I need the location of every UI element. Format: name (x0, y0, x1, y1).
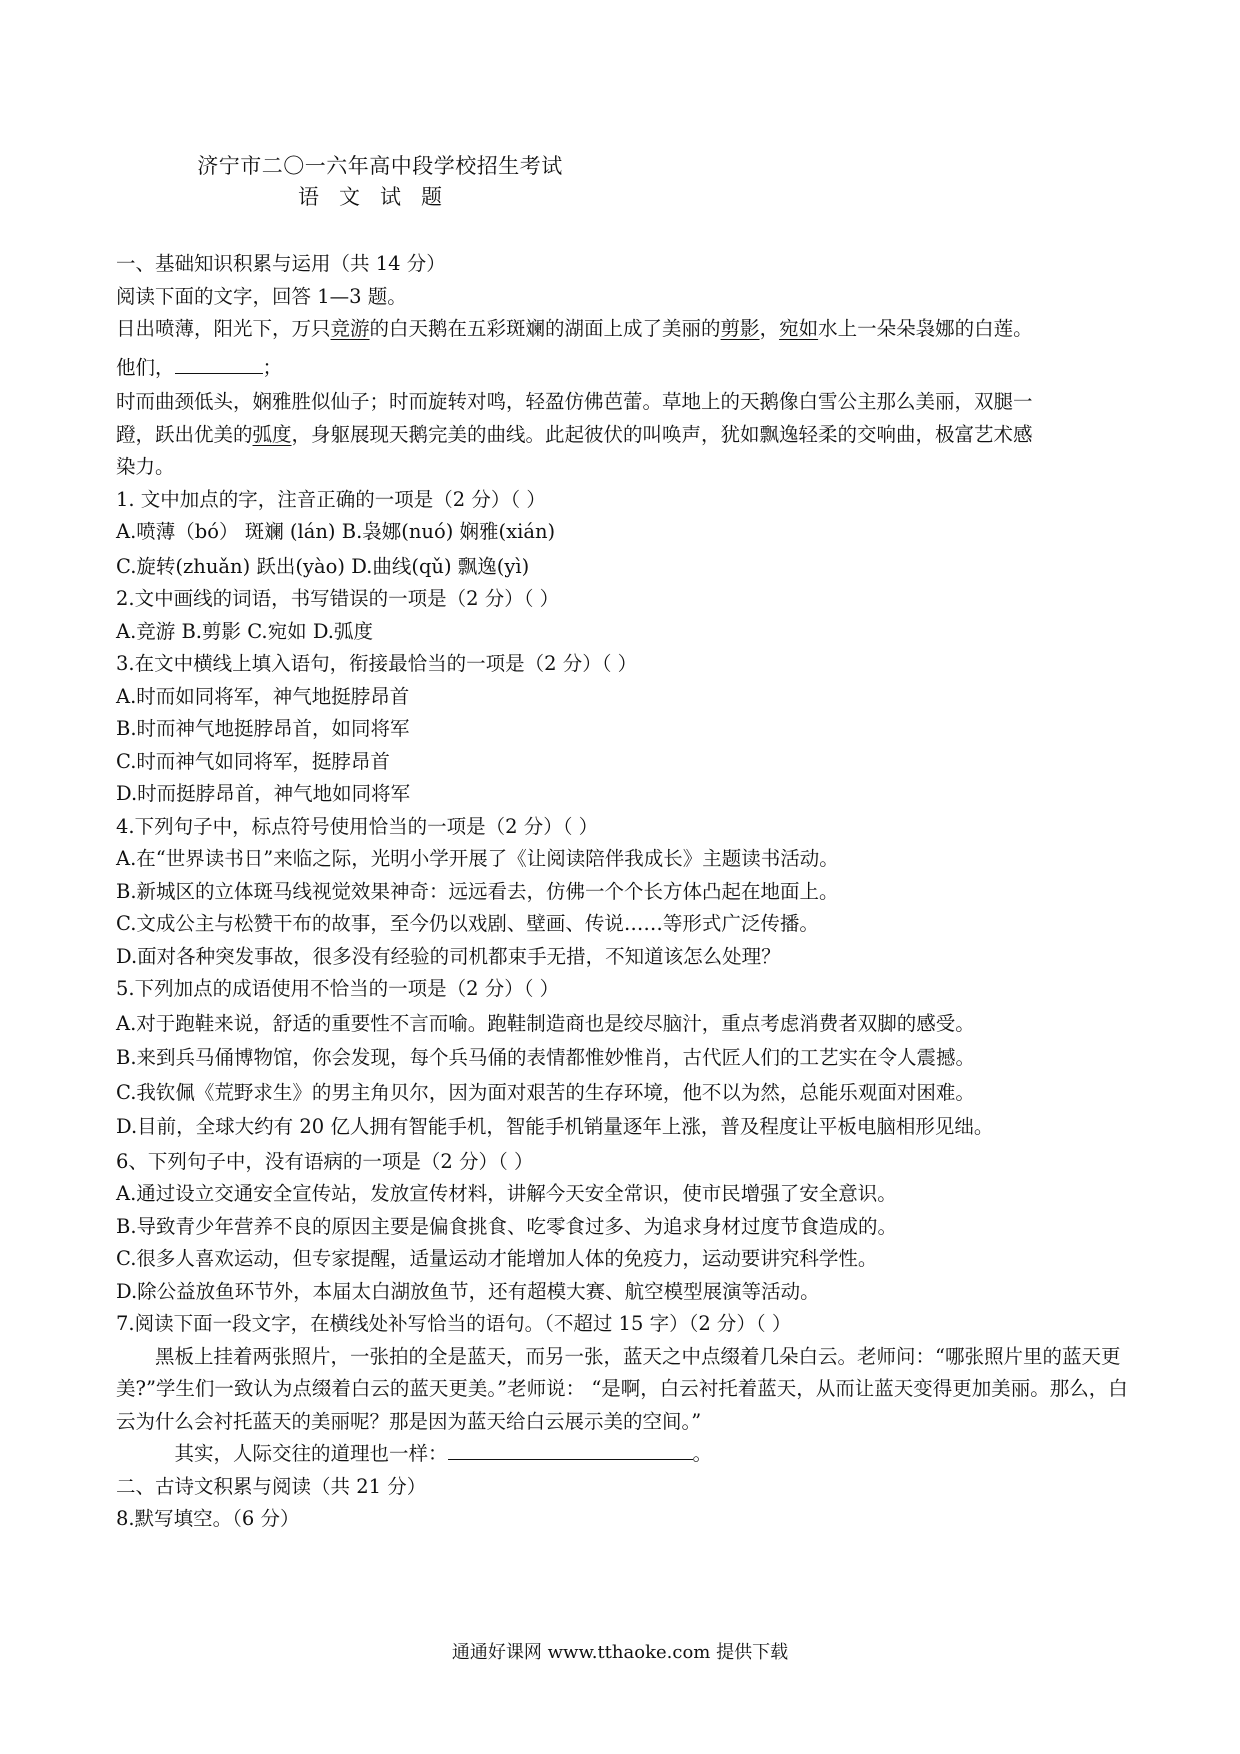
q6-stem: 6、下列句子中，没有语病的一项是（2 分）（ ） (116, 1149, 534, 1173)
q5-option-b: B.来到兵马俑博物馆，你会发现，每个兵马俑的表情都惟妙惟肖，古代匠人们的工艺实在令人震撼。 (116, 1046, 976, 1069)
q3-option-c: C.时而神气如同将军，挺脖昂首 (116, 749, 390, 773)
exam-subtitle: 语文试题 (298, 185, 462, 209)
q6-option-c: C.很多人喜欢运动，但专家提醒，适量运动才能增加人体的免疫力，运动要讲究科学性。 (116, 1247, 878, 1270)
q6-option-d: D.除公益放鱼环节外，本届太白湖放鱼节，还有超模大赛、航空模型展演等活动。 (116, 1279, 820, 1303)
q1-options-cd: C.旋转(zhuǎn) 跃出(yào) D.曲线(qǔ) 飘逸(yì) (116, 554, 530, 578)
passage-line-2: 他们， ； (116, 352, 1146, 385)
q6-option-a: A.通过设立交通安全宣传站，发放宣传材料，讲解今天安全常识，使市民增强了安全意识。 (116, 1182, 897, 1205)
q3-option-b: B.时而神气地挺脖昂首，如同将军 (116, 717, 410, 740)
q2-options: A.竞游 B.剪影 C.宛如 D.弧度 (116, 619, 373, 643)
q7-answer-blank[interactable] (448, 1440, 693, 1461)
q5-option-a: A.对于跑鞋来说，舒适的重要性不言而喻。跑鞋制造商也是绞尽脑汁，重点考虑消费者双脚的感受。 (116, 1011, 975, 1035)
q1-options-ab: A.喷薄（bó） 斑斓 (lán) B.袅娜(nuó) 娴雅(xián) (116, 520, 556, 543)
q8-stem: 8.默写填空。（6 分） (116, 1507, 300, 1530)
q3-stem: 3.在文中横线上填入语句，衔接最恰当的一项是（2 分）（ ） (116, 652, 638, 675)
q5-option-d: D.目前，全球大约有 20 亿人拥有智能手机，智能手机销量逐年上涨，普及程度让平板电脑相形见绌。 (116, 1115, 994, 1138)
q5-stem: 5.下列加点的成语使用不恰当的一项是（2 分）（ ） (116, 977, 560, 1000)
fill-blank[interactable] (175, 353, 263, 374)
q5-option-c: C.我钦佩《荒野求生》的男主角贝尔，因为面对艰苦的生存环境，他不以为然，总能乐观面对困难。 (116, 1080, 975, 1104)
q4-option-d: D.面对各种突发事故，很多没有经验的司机都束手无措，不知道该怎么处理？ (116, 944, 781, 968)
q3-option-a: A.时而如同将军，神气地挺脖昂首 (116, 684, 410, 708)
section1-heading: 一、基础知识积累与运用（共 14 分） (116, 252, 446, 275)
passage-line-1: 日出喷薄，阳光下，万只竞游的白天鹅在五彩斑斓的湖面上成了美丽的剪影，宛如水上一朵朵袅娜的白莲。 (116, 317, 1033, 340)
q4-option-b: B.新城区的立体斑马线视觉效果神奇：远远看去，仿佛一个个长方体凸起在地面上。 (116, 879, 839, 903)
section1-intro: 阅读下面的文字，回答 1—3 题。 (116, 284, 407, 308)
q7-passage: 黑板上挂着两张照片，一张拍的全是蓝天，而另一张，蓝天之中点缀着几朵白云。老师问：“哪张照片里的蓝天更美?”学生们一致认为点缀着白云的蓝天更美。”老师说： “是啊，白云衬托着蓝天，从而让蓝天变得更加美丽。那么，白云为什么会衬托蓝天的美丽呢？那是因为蓝天给白云展示美的空间。” (116, 1344, 1128, 1433)
underlined-word-4: 弧度 (252, 422, 292, 446)
q4-stem: 4.下列句子中，标点符号使用恰当的一项是（2 分）（ ） (116, 814, 599, 838)
q3-option-d: D.时而挺脖昂首，神气地如同将军 (116, 782, 411, 805)
q4-option-c: C.文成公主与松赞干布的故事，至今仍以戏剧、壁画、传说……等形式广泛传播。 (116, 912, 819, 935)
page-footer: 通通好课网 www.tthaoke.com 提供下载 (451, 1642, 789, 1663)
q2-stem: 2.文中画线的词语，书写错误的一项是（2 分）（ ） (116, 587, 560, 610)
passage-line-5: 染力。 (116, 455, 175, 478)
q6-option-b: B.导致青少年营养不良的原因主要是偏食挑食、吃零食过多、为追求身材过度节食造成的。 (116, 1214, 898, 1238)
q1-stem: 1. 文中加点的字，注音正确的一项是（2 分）（ ） (116, 487, 546, 511)
passage-line-4: 蹬，跃出优美的弧度，身躯展现天鹅完美的曲线。此起彼伏的叫唤声，犹如飘逸轻柔的交响曲，极富艺术感 (116, 422, 1033, 446)
section2-heading: 二、古诗文积累与阅读（共 21 分） (116, 1474, 427, 1498)
passage-line-3: 时而曲颈低头，娴雅胜似仙子；时而旋转对鸣，轻盈仿佛芭蕾。草地上的天鹅像白雪公主那么美丽，双腿一 (116, 390, 1033, 413)
q4-option-a: A.在“世界读书日”来临之际，光明小学开展了《让阅读陪伴我成长》主题读书活动。 (116, 847, 839, 870)
exam-content (116, 248, 1146, 1536)
underlined-word-2: 剪影 (720, 317, 760, 340)
q7-stem: 7.阅读下面一段文字，在横线处补写恰当的语句。（不超过 15 字）（2 分）（ ） (116, 1312, 792, 1335)
q7-fill-line: 其实，人际交往的道理也一样： 。 (116, 1438, 1146, 1471)
underlined-word-1: 竞游 (330, 317, 370, 340)
underlined-word-3: 宛如 (779, 317, 819, 340)
exam-title: 济宁市二〇一六年高中段学校招生考试 (197, 154, 563, 178)
